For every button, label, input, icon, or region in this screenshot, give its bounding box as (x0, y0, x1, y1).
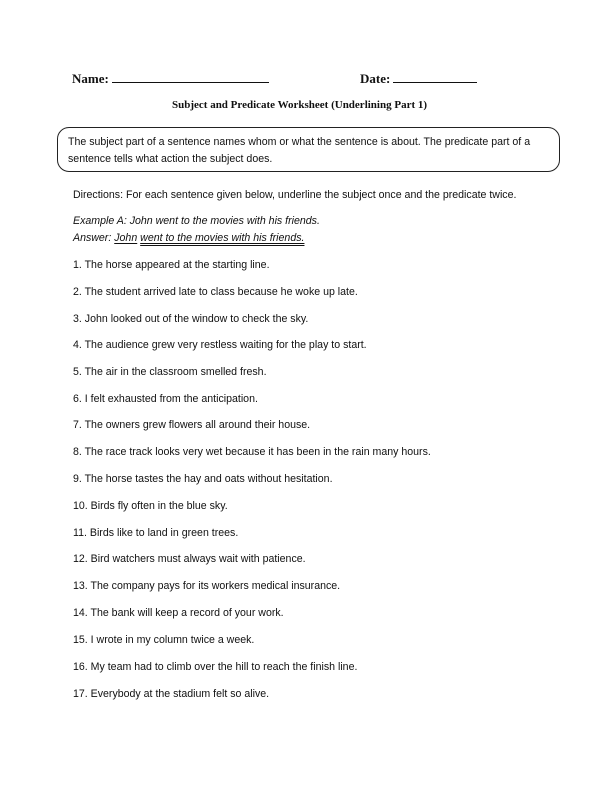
sentence-8: 8. The race track looks very wet because it has been in the rain many hours. (73, 446, 431, 458)
name-blank-line[interactable] (112, 70, 269, 83)
sentence-12: 12. Bird watchers must always wait with patience. (73, 553, 306, 565)
sentence-3: 3. John looked out of the window to check the sky. (73, 313, 309, 325)
worksheet-title: Subject and Predicate Worksheet (Underlining Part 1) (172, 99, 428, 111)
sentence-15: 15. I wrote in my column twice a week. (73, 634, 255, 646)
directions-text: Directions: For each sentence given below, underline the subject once and the predicate twice. (73, 189, 517, 201)
example-answer (73, 232, 304, 244)
name-field[interactable] (72, 70, 269, 88)
name-label: Name: (72, 71, 109, 86)
definition-box: The subject part of a sentence names whom or what the sentence is about. The predicate part of a sentence tells what action the subject does. (57, 127, 560, 172)
example-answer-predicate: went to the movies with his friends. (140, 232, 305, 244)
sentence-14: 14. The bank will keep a record of your work. (73, 607, 284, 619)
sentence-4: 4. The audience grew very restless waiting for the play to start. (73, 339, 367, 351)
sentence-9: 9. The horse tastes the hay and oats without hesitation. (73, 473, 333, 485)
sentence-13: 13. The company pays for its workers medical insurance. (73, 580, 341, 592)
example-answer-subject: John (114, 232, 138, 244)
date-label: Date: (360, 71, 391, 86)
example-answer-prefix: Answer: (73, 232, 112, 244)
sentence-17: 17. Everybody at the stadium felt so alive. (73, 688, 270, 700)
sentence-5: 5. The air in the classroom smelled fresh. (73, 366, 267, 378)
sentence-11: 11. Birds like to land in green trees. (73, 527, 239, 539)
sentence-6: 6. I felt exhausted from the anticipation. (73, 393, 258, 405)
example-question: Example A: John went to the movies with his friends. (73, 215, 320, 227)
sentence-10: 10. Birds fly often in the blue sky. (73, 500, 228, 512)
date-blank-line[interactable] (393, 70, 477, 83)
sentence-2: 2. The student arrived late to class because he woke up late. (73, 286, 358, 298)
sentence-7: 7. The owners grew flowers all around their house. (73, 419, 311, 431)
sentence-16: 16. My team had to climb over the hill to reach the finish line. (73, 661, 358, 673)
date-field[interactable] (360, 70, 477, 88)
sentence-1: 1. The horse appeared at the starting line. (73, 259, 270, 271)
